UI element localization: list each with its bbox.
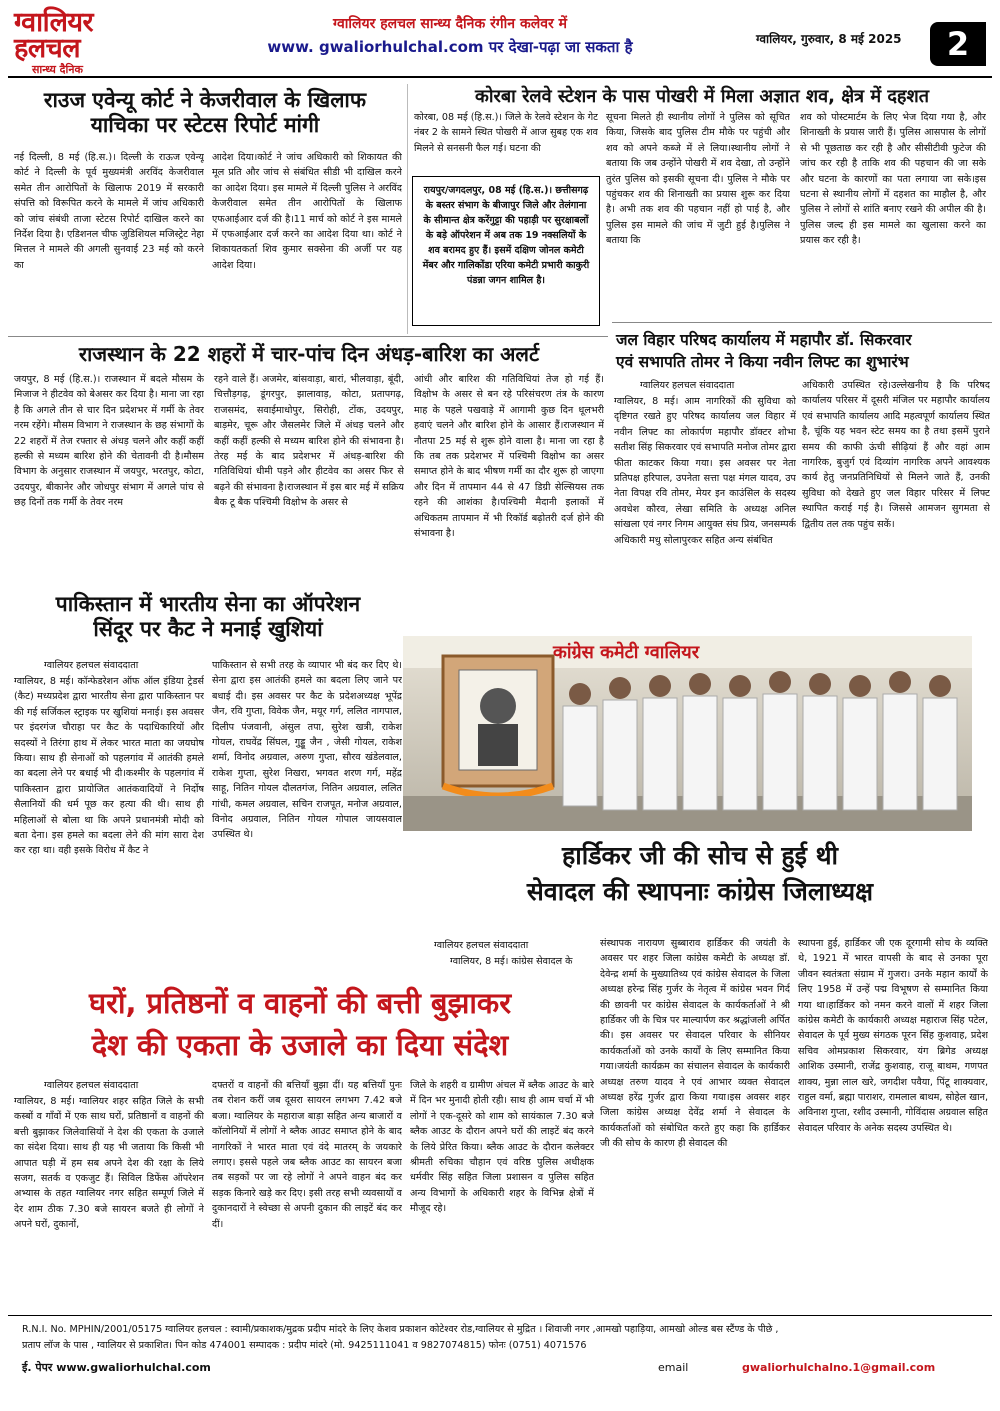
masthead-divider	[8, 76, 992, 78]
headline-hardikar-line-2: सेवादल की स्थापनाः कांग्रेस जिलाध्यक्ष	[526, 877, 874, 907]
hardikar-dateline: ग्वालियर, 8 मई। कांग्रेस सेवादल के	[450, 956, 573, 967]
blackout-col-2: दफ्तरों व वाहनों की बत्तियाँ बुझा दीं। यह बत्तियाँ पुनः तब रोशन करीं जब दूसरा सायरन लगभग 7.42 बजे बजा। ग्वालियर के महाराज बाड़ा सहित अन्य बाजारों व कॉलोनियों में लोगों ने ब्लैक आउट समाप्त होने के बाद नागरिकों ने भारत माता एवं वंदे मातरम् के जयकारे लगाए। इससे पहले जब ब्लैक आउट का सायरन बजा तब सड़कों पर जा रहे लोगों ने अपने वाहन बंद कर सड़क किनारे खड़े कर दिए। इसी तरह सभी व्यवसायों व दुकानदारों ने स्वेच्छा से अपनी दुकान की लाइटें बंद कर दीं।	[212, 1080, 402, 1230]
headline-blackout	[10, 982, 590, 1066]
headline-hardikar	[410, 838, 990, 911]
sindoor-col-2: पाकिस्तान से सभी तरह के व्यापार भी बंद कर दिए थे। सेना द्वारा इस आतंकी हमले का बदला लिए जाने पर बधाई दी। इस अवसर पर कैट के प्रदेशअध्यक्ष भूपेंद्र जैन, रवि गुप्ता, विवेक जैन, मयूर गर्ग, ललित नागपाल, दिलीप पंजवानी, अंसुल तपा, सुरेश खत्री, राकेश गोयल, राघवेंद्र सिंघल, गुड्डू जैन , जेसी गोयल, राकेश शर्मा, विनोद अग्रवाल, अरुण गुप्ता, सौरव खंडेलवाल, राकेश गुप्ता, सुरेश निखरा, भगवत शरण गर्ग, महेंद्र साहू, नितिन गोयल दौलतगंज, नितिन अग्रवाल, ललित गांधी, कमल अग्रवाल, सचिन राजपूत, मनोज अग्रवाल, विनोद अग्रवाल, नितिन गोयल गोपाल जायसवाल उपस्थित थे।	[212, 660, 402, 841]
korba-col-3: शव को पोस्टमार्टम के लिए भेज दिया गया है, और शिनाख्ती के प्रयास जारी हैं। पुलिस आसपास के लोगों से भी पूछताछ कर रही है और सीसीटीवी फुटेज की जांच कर रही है ताकि शव की पहचान की जा सके और घटना के कारणों का पता लगाया जा सके।इस घटना से स्थानीय लोगों में दहशत का माहौल है, और पुलिस ने लोगों से शांति बनाए रखने की अपील की है। पुलिस जल्द ही इस मामले का खुलासा करने का प्रयास कर रही है।	[800, 112, 986, 247]
photo-banner-text: कांग्रेस कमेटी ग्वालियर	[553, 642, 700, 663]
logo-line-1: ग्वालियर	[14, 7, 94, 38]
newspaper-logo	[14, 7, 164, 80]
headline-lift	[616, 330, 992, 373]
korba-col-2: सूचना मिलते ही स्थानीय लोगों ने पुलिस को सूचित किया, जिसके बाद पुलिस टीम मौके पर पहुंची और शव को अपने कब्जे में ले लिया।स्थानीय लोगों ने बताया कि जब उन्होंने पोखरी में शव देखा, तो उन्होंने तुरंत पुलिस को इसकी सूचना दी। पुलिस ने मौके पर पहुंचकर शव की शिनाख्ती का प्रयास शुरू कर दिया है। अभी तक शव की पहचान नहीं हो पाई है, और पुलिस इस मामले की जांच में जुटी हुई है।पुलिस ने बताया कि	[606, 112, 790, 247]
headline-korba: कोरबा रेलवे स्टेशन के पास पोखरी में मिला अज्ञात शव, क्षेत्र में दहशत	[475, 86, 929, 107]
kejriwal-col-2: आदेश दिया।कोर्ट ने जांच अधिकारी को शिकायत की मूल प्रति और जांच से संबंधित सीडी भी दाखिल करने का आदेश दिया। इस मामले में दिल्ली पुलिस ने अरविंद केजरीवाल समेत तीन आरोपितों के खिलाफ एफआईआर दर्ज की है।11 मार्च को कोर्ट ने इस मामले में एफआईआर दर्ज करने का आदेश दिया था। कोर्ट ने शिकायतकर्ता शिव कुमार सक्सेना की अर्जी पर यह आदेश दिया।	[212, 152, 402, 271]
headline-kejriwal	[10, 88, 400, 138]
logo-line-2: हलचल	[14, 33, 81, 64]
rajasthan-col-3: आंधी और बारिश की गतिविधियां तेज हो गई हैं। विक्षोभ के असर से बन रहे परिसंचरण तंत्र के कारण माह के पहले पखवाड़े में आगामी कुछ दिन धूलभरी हवाएं चलने और बारिश होने के आसार हैं।राजस्थान में नौतपा 25 मई से शुरू होने वाला है। माना जा रहा है कि तब तक प्रदेशभर में पश्चिमी विक्षोभ का असर समाप्त होने के बाद भीषण गर्मी का दौर शुरू हो जाएगा और दिन में तापमान 44 से 47 डिग्री सेल्सियस तक रहने की आशंका है।पश्चिमी मैदानी इलाकों में अधिकतम तापमान में भी रिकॉर्ड बढ़ोतरी दर्ज होने की संभावना है।	[414, 374, 604, 540]
headline-kejriwal-line-1: राउज एवेन्यू कोर्ट ने केजरीवाल के खिलाफ	[43, 88, 367, 112]
footer-divider	[8, 1315, 992, 1316]
hardikar-col-1: संस्थापक नारायण सुब्बाराव हार्डिकर की जयंती के अवसर पर शहर जिला कांग्रेस कमेटी के अध्यक्ष डॉ. देवेन्द्र शर्मा के मुख्यातिथ्य एवं कांग्रेस सेवादल के जिला अध्यक्ष हरेन्द्र सिंह गुर्जर के नेतृत्व में कांग्रेस भवन गिर्द की छावनी पर कांग्रेस सेवादल के कार्यकर्ताओं ने श्री हार्डिकर जी के चित्र पर माल्यार्पण कर श्रद्धांजली अर्पित की। इस अवसर पर सेवादल परिवार के सीनियर कार्यकर्ताओं को उनके कार्यों के लिए सम्मानित किया गया।जयंती कार्यक्रम का संचालन सेवादल के कार्यकारी अध्यक्ष तरुण यादव ने एवं आभार व्यक्त सेवादल अध्यक्ष हरेंद्र गुर्जर द्वारा किया गया।इस अवसर शहर जिला कांग्रेस अध्यक्ष देवेंद्र शर्मा ने सेवादल के कार्यकर्ताओं को संबोधित करते हुए कहा कि हार्डिकर जी की सोच के कारण ही सेवादल की	[600, 938, 790, 1150]
headline-kejriwal-line-2: याचिका पर स्टेटस रिपोर्ट मांगी	[90, 113, 320, 138]
footer-imprint-line-2: प्रताप लॉज के पास , ग्वालियर से प्रकाशित। पिन कोड 474001 सम्पादक : प्रदीप मांदरे (मो. 9425111041 व 9827074815) फोनः (0751) 4071576	[22, 1340, 587, 1351]
headline-blackout-line-2: देश की एकता के उजाले का दिया संदेश	[91, 1028, 509, 1063]
footer-imprint-line-1: R.N.I. No. MPHIN/2001/05175 ग्वालियर हलचल : स्वामी/प्रकाशक/मुद्रक प्रदीप मांदरे के लिए केशव प्रकाशन कोटेश्वर रोड,ग्वालियर से मुद्रित । शिवाजी नगर ,आमखो पहाड़िया, आमखो ओल्ड बस स्टैंण्ड के पीछे ,	[22, 1324, 779, 1335]
rajasthan-col-1: जयपुर, 8 मई (हि.स.)। राजस्थान में बदले मौसम के मिजाज ने हीटवेव को बेअसर कर दिया है। माना जा रहा है कि अगले तीन से चार दिन प्रदेशभर में गर्मी के तेवर नरम रहेंगे। मौसम विभाग ने राजस्थान के छह संभागों के 22 शहरों में तेज रफ्तार से अंधड़ चलने और कहीं कहीं हल्की से मध्यम बारिश होने की चेतावनी दी है।मौसम विभाग के अनुसार राजस्थान में जयपुर, भरतपुर, कोटा, उदयपुर, बीकानेर और जोधपुर संभाग में अगले पांच से छह दिनों तक गर्मी के तेवर नरम	[14, 374, 204, 509]
blackout-byline: ग्वालियर हलचल संवाददाता	[44, 1080, 139, 1091]
headline-lift-line-2: एवं सभापति तोमर ने किया नवीन लिफ्ट का शुभारंभ	[616, 352, 909, 371]
lift-col-1: ग्वालियर, 8 मई। आम नागरिकों की सुविधा को दृष्टिगत रखते हुए परिषद कार्यालय जल विहार में नवीन लिफ्ट का लोकार्पण महापौर डॉक्टर शोभा सतीश सिंह सिकरवार एवं सभापति मनोज तोमर द्वारा फीता काटकर किया गया। इस अवसर पर नेता प्रतिपक्ष हरिपाल, उपनेता सत्ता पक्ष मंगल यादव, उप नेता विपक्ष रवि तोमर, मेयर इन काउंसिल के सदस्य अवधेश कौरव, लेखा समिति के अध्यक्ष अनिल सांखला एवं नगर निगम आयुक्त संघ प्रिय, जनसम्पर्क अधिकारी मधु सोलापुरकर सहित अन्य संबंधित	[614, 396, 796, 546]
sindoor-col-1: ग्वालियर, 8 मई। कॉन्फेडरेशन ऑफ ऑल इंडिया ट्रेडर्स (कैट) मध्यप्रदेश द्वारा भारतीय सेना द्वारा पाकिस्तान पर की गई सर्जिकल स्ट्राइक पर खुशियां मनाई। इस अवसर पर इंदरगंज चौराहा पर कैट के पदाधिकारियों और सदस्यों ने तिरंगा हाथ में लेकर भारत माता का जयघोष किया। साथ ही सेनाओं को पहलगांव में आतंकी हमले का बदला लेने पर बधाई भी दी।कश्मीर के पहलगांव में पाकिस्तान द्वारा प्रायोजित आतंकवादियों ने निर्दोष सैलानियों की धर्म पूछ कर हत्या की थी। साथ ही महिलाओं से बोला था कि अपने प्रधानमंत्री मोदी को बता देना। इस हमले का बदला लेने की मांग सारा देश कर रहा था। वही इसके विरोध में कैट ने	[14, 676, 204, 857]
blackout-col-1: ग्वालियर, 8 मई। ग्वालियर शहर सहित जिले के सभी कस्बों व गाँवों में एक साथ घरों, प्रतिष्ठानों व वाहनों की बत्ती बुझाकर जिलेवासियों ने देश की एकता के उजाले का संदेश दिया। साथ ही यह भी जताया कि किसी भी आपात घड़ी में हम सब अपने देश की रक्षा के लिये सजग, सतर्क व एकजुट हैं। सिविल डिफेंस ऑपरेशन अभ्यास के तहत ग्वालियर नगर सहित सम्पूर्ण जिले में देर शाम ठीक 7.30 बजे सायरन बजते ही लोगों ने अपने घरों, दुकानों,	[14, 1096, 204, 1231]
lift-byline: ग्वालियर हलचल संवाददाता	[640, 380, 735, 391]
section-divider	[612, 322, 992, 323]
lift-col-2: अधिकारी उपस्थित रहे।उल्लेखनीय है कि परिषद कार्यालय परिसर में दूसरी मंजिल पर महापौर कार्यालय एवं सभापति कार्यालय आदि महत्वपूर्ण कार्यालय स्थित है, चूंकि यह भवन स्टेट समय का है तथा इसमें पुराने समय की काफी ऊंची सीढ़ियां हैं और वहां आम नागरिक, बुजुर्ग एवं दिव्यांग नागरिक अपने आवश्यक कार्य हेतु जनप्रतिनिधियों से मिलने जाते हैं, उनकी सुविधा को देखते हुए जल विहार परिसर में लिफ्ट स्थापित कराई गई है। जिससे आमजन सुगमता से द्वितीय तल तक पहुंच सकें।	[802, 380, 990, 530]
column-divider	[407, 84, 408, 334]
headline-hardikar-line-1: हार्डिकर जी की सोच से हुई थी	[561, 841, 839, 870]
raipur-news-box: रायपुर/जगदलपुर, 08 मई (हि.स.)। छत्तीसगढ़ के बस्तर संभाग के बीजापुर जिले और तेलंगाना के सीमान्त क्षेत्र करेंगुट्टा की पहाड़ी पर सुरक्षाबलों के बड़े ऑपरेशन में अब तक 19 नक्सलियों के शव बरामद हुए हैं। इसमें दक्षिण जोनल कमेटी मेंबर और गालिकोंडा एरिया कमेटी प्रभारी काकुरी पंडन्ना जगन शामिल है।	[412, 176, 600, 326]
footer-epaper-link[interactable]: ई. पेपर www.gwaliorhulchal.com	[22, 1361, 211, 1374]
headline-blackout-line-1: घरों, प्रतिष्ठनों व वाहनों की बत्ती बुझाकर	[88, 986, 512, 1020]
masthead-center	[170, 14, 730, 57]
masthead-tagline: ग्वालियर हलचल सान्ध्य दैनिक रंगीन कलेवर में	[333, 16, 567, 32]
issue-date: ग्वालियर, गुरुवार, 8 मई 2025	[756, 32, 902, 46]
headline-lift-line-1: जल विहार परिषद कार्यालय में महापौर डॉ. सिकरवार	[616, 331, 912, 349]
footer-email-label: email	[658, 1361, 689, 1374]
korba-col-1: कोरबा, 08 मई (हि.स.)। जिले के रेलवे स्टेशन के गेट नंबर 2 के सामने स्थित पोखरी में आज सुबह एक शव मिलने से सनसनी फैल गई। घटना की	[414, 112, 598, 154]
blackout-col-3: जिले के शहरी व ग्रामीण अंचल में ब्लैक आउट के बारे में दिन भर मुनादी होती रही। साथ ही आम चर्चा में भी लोगों ने एक-दूसरे को शाम को सायंकाल 7.30 बजे ब्लैक आउट के दौरान अपने घरों की लाइटें बंद करने के लिये प्रेरित किया। ब्लैक आउट के दौरान कलेक्टर श्रीमती रुचिका चौहान एवं वरिष्ठ पुलिस अधीक्षक धर्मवीर सिंह सहित जिला प्रशासन व पुलिस सहित अन्य विभागों के अधिकारी शहर के विभिन्न क्षेत्रों में मौजूद रहे।	[410, 1080, 594, 1215]
sindoor-byline: ग्वालियर हलचल संवाददाता	[44, 660, 139, 671]
hardikar-byline: ग्वालियर हलचल संवाददाता	[434, 940, 529, 951]
hardikar-col-2: स्थापना हुई, हार्डिकर जी एक दूरगामी सोच के व्यक्ति थे, 1921 में भारत वापसी के बाद से उनका पूरा जीवन स्वतंत्रता संग्राम में गुजरा। उनके महान कार्यों के लिए 1958 में उन्हें पद्म विभूषण से सम्मानित किया गया था।हार्डिकर को नमन करने वालों में शहर जिला कांग्रेस कमेटी के कार्यकारी अध्यक्ष महाराज सिंह पटेल, सेवादल के पूर्व मुख्य संगठक पूरन सिंह कुशवाह, प्रदेश सचिव ओमप्रकाश सिकरवार, यंग ब्रिगेड अध्यक्ष आशिक उस्मानी, राजेंद्र कुशवाह, राजू बाथम, गणपत शाक्य, मुन्ना लाल खरे, जगदीश पवैया, पिंटू शाक्यवार, राहुल वर्मा, ब्रह्मा पाराशर, रामलाल बाथम, सोहेल खान, अविनाश गुप्ता, रशीद उस्मानी, गोविंदास अग्रवाल सहित सेवादल परिवार के अनेक सदस्य उपस्थित थे।	[798, 938, 988, 1134]
headline-sindoor-line-2: सिंदूर पर कैट ने मनाई खुशियां	[93, 617, 323, 642]
event-photo-illustration	[403, 636, 972, 831]
headline-rajasthan: राजस्थान के 22 शहरों में चार-पांच दिन अंधड़-बारिश का अलर्ट	[78, 342, 540, 366]
logo-line-3: सान्ध्य दैनिक	[32, 63, 83, 76]
section-divider	[8, 336, 608, 337]
page-number: 2	[930, 22, 986, 66]
masthead-website: www. gwaliorhulchal.com पर देखा-पढ़ा जा सकता है	[267, 38, 633, 56]
rajasthan-col-2: रहने वाले हैं। अजमेर, बांसवाड़ा, बारां, भीलवाड़ा, बूंदी, चित्तौड़गढ़, डूंगरपुर, झालावाड़, कोटा, प्रतापगढ़, राजसमंद, सवाईमाधोपुर, सिरोही, टोंक, उदयपुर, बाड़मेर, चूरू और जैसलमेर जिले में अंधड़ चलने और कहीं कहीं हल्की से मध्यम बारिश होने की संभावना है। तेरह मई के बाद प्रदेशभर में अंधड़-बारिश की गतिविधियां धीमी पड़ने और हीटवेव का असर फिर से बढ़ने की संभावना है।राजस्थान में इस बार मई में सक्रिय बैक टू बैक पश्चिमी विक्षोभ के असर से	[214, 374, 404, 509]
event-photo	[403, 636, 972, 831]
headline-sindoor-line-1: पाकिस्तान में भारतीय सेना का ऑपरेशन	[55, 592, 361, 616]
kejriwal-col-1: नई दिल्ली, 8 मई (हि.स.)। दिल्ली के राऊज एवेन्यू कोर्ट ने दिल्ली के पूर्व मुख्यमंत्री अरविंद केजरीवाल समेत तीन आरोपितों के खिलाफ 2019 में सरकारी संपत्ति को विरूपित करने के मामले में जांच अधिकारी को जांच संबंधी ताजा स्टेटस रिपोर्ट दाखिल करने का निर्देश दिया है। एडिशनल चीफ जुडिशियल मजिस्ट्रेट नेहा मित्तल ने मामले की अगली सुनवाई 23 मई को करने का	[14, 152, 204, 271]
footer-email-link[interactable]: gwaliorhulchalno.1@gmail.com	[742, 1361, 936, 1374]
headline-sindoor	[10, 592, 406, 642]
